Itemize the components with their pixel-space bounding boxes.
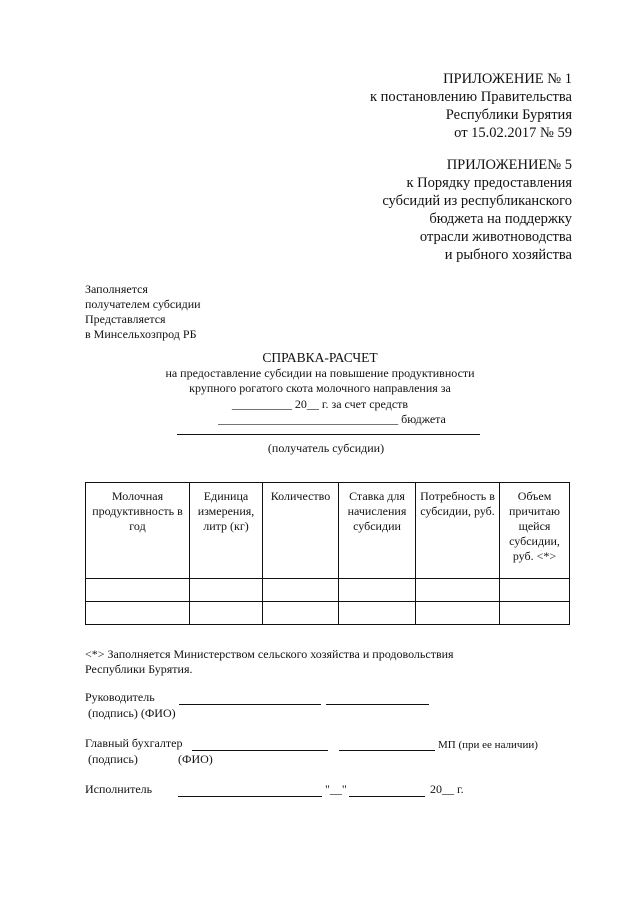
head-name-line[interactable] <box>326 704 429 705</box>
fill-note-line: Представляется <box>85 312 166 326</box>
head-sub-caption: (подпись) (ФИО) <box>88 706 176 720</box>
table-cell[interactable] <box>500 602 570 625</box>
executor-label: Исполнитель <box>85 782 153 796</box>
table-header-row <box>86 483 570 579</box>
fill-note-line: в Минсельхозпрод РБ <box>85 327 197 341</box>
head-signature-line[interactable] <box>179 704 321 705</box>
fill-note-line: получателем субсидии <box>85 297 201 311</box>
appendix-5-block <box>382 156 572 264</box>
appendix-1-line: от 15.02.2017 № 59 <box>454 125 572 141</box>
table-cell[interactable] <box>500 579 570 602</box>
accountant-label: Главный бухгалтер <box>85 736 183 750</box>
table-row <box>86 579 570 602</box>
table-cell[interactable] <box>86 602 190 625</box>
fill-note <box>85 282 201 342</box>
table-row <box>86 602 570 625</box>
appendix-1-title: ПРИЛОЖЕНИЕ № 1 <box>443 71 572 87</box>
appendix-5-line: бюджета на поддержку <box>429 211 572 227</box>
budget-text: бюджета <box>401 412 446 426</box>
table-header-cell: Потребность в субсидии, руб. <box>416 483 500 579</box>
accountant-name-line[interactable] <box>339 750 435 751</box>
appendix-1-block <box>370 70 572 142</box>
table-cell[interactable] <box>86 579 190 602</box>
accountant-sign-caption: (подпись) <box>88 752 138 766</box>
appendix-5-line: отрасли животноводства <box>419 229 572 245</box>
budget-blank[interactable]: ______________________________ <box>218 412 399 426</box>
budget-line <box>12 412 640 427</box>
subsidy-table <box>85 482 570 625</box>
appendix-5-line: к Порядку предоставления <box>406 175 572 191</box>
table-cell[interactable] <box>190 579 263 602</box>
table-cell[interactable] <box>190 602 263 625</box>
table-cell[interactable] <box>339 579 416 602</box>
accountant-signature-line[interactable] <box>192 750 328 751</box>
table-cell[interactable] <box>263 602 339 625</box>
table-cell[interactable] <box>263 579 339 602</box>
footnote <box>85 647 454 677</box>
table-header-cell: Количество <box>263 483 339 579</box>
table-cell[interactable] <box>416 579 500 602</box>
stamp-note: МП (при ее наличии) <box>438 739 538 751</box>
table-header-cell: Объем причитаю щейся субсидии, руб. <*> <box>500 483 570 579</box>
recipient-field-line[interactable] <box>177 434 480 435</box>
fill-note-line: Заполняется <box>85 282 148 296</box>
appendix-5-title: ПРИЛОЖЕНИЕ№ 5 <box>446 157 572 173</box>
footnote-line: Республики Бурятия. <box>85 662 193 676</box>
doc-subtitle-line-1: на предоставление субсидии на повышение продуктивности <box>165 366 475 380</box>
accountant-name-caption: (ФИО) <box>178 752 213 766</box>
table-cell[interactable] <box>416 602 500 625</box>
doc-title: СПРАВКА-РАСЧЕТ <box>262 350 378 365</box>
doc-subtitle-line-2: крупного рогатого скота молочного направления за <box>189 381 451 395</box>
date-year[interactable]: 20__ г. <box>430 782 464 796</box>
date-month-line[interactable] <box>349 796 425 797</box>
table-header-cell: Молочная продуктивность в год <box>86 483 190 579</box>
head-label: Руководитель <box>85 690 155 704</box>
executor-signature-line[interactable] <box>178 796 322 797</box>
table-header-cell: Ставка для начисления субсидии <box>339 483 416 579</box>
appendix-1-line: к постановлению Правительства <box>370 89 572 105</box>
period-line <box>0 397 640 412</box>
appendix-5-line: субсидий из республиканского <box>382 193 572 209</box>
period-text: 20__ г. за счет средств <box>294 397 409 411</box>
footnote-line: <*> Заполняется Министерством сельского хозяйства и продовольствия <box>85 647 454 661</box>
table-header-cell: Единица измерения, литр (кг) <box>190 483 263 579</box>
table-cell[interactable] <box>339 602 416 625</box>
appendix-1-line: Республики Бурятия <box>445 107 572 123</box>
appendix-5-line: и рыбного хозяйства <box>444 247 572 263</box>
recipient-caption: (получатель субсидии) <box>267 441 385 455</box>
date-day-quote[interactable]: "__" <box>325 782 347 796</box>
period-blank[interactable]: __________ <box>231 397 292 411</box>
